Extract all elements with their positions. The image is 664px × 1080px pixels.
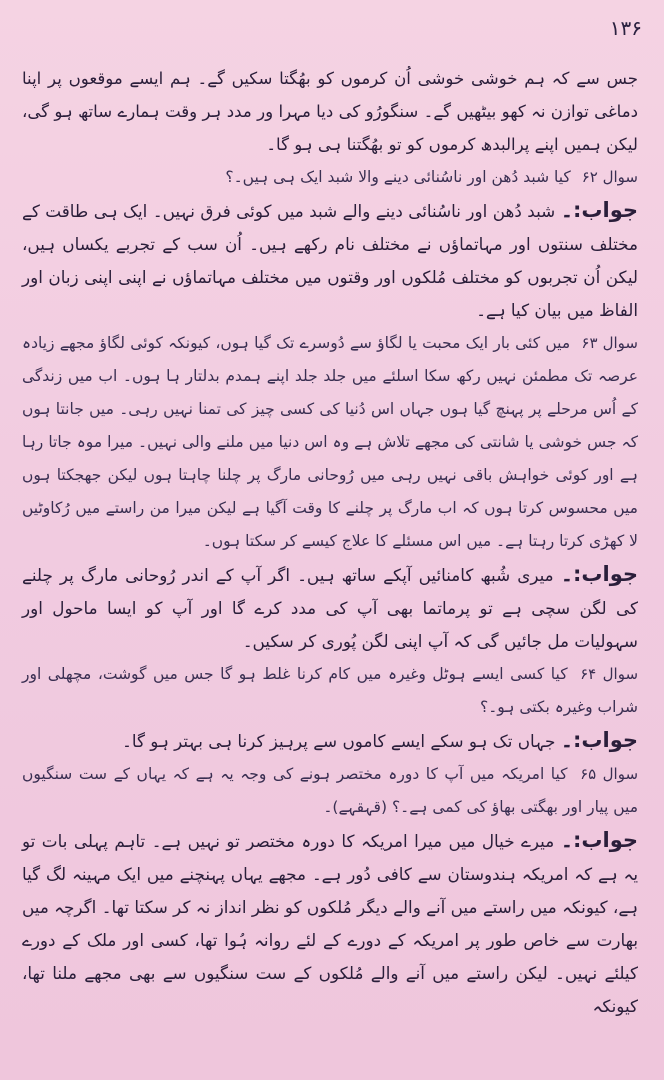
answer-text: جہاں تک ہو سکے ایسے کاموں سے پرہیز کرنا ہی بہتر ہو گا۔ — [122, 731, 556, 751]
question-label: سوال ۶۳ — [581, 334, 638, 352]
answer-label: جواب:۔ — [560, 198, 638, 222]
answer-text: میری شُبھ کامنائیں آپکے ساتھ ہیں۔ اگر آپ کے اندر رُوحانی مارگ پر چلنے کی لگن سچی ہے تو پرماتما بھی آپ کی مدد کرے گا اور آپ کو ایسا ماحول اور سہولیات مل جائیں گی کہ آپ اپنی لگن پُوری کر سکیں۔ — [22, 565, 638, 651]
question-text: کیا امریکہ میں آپ کا دورہ مختصر ہونے کی وجہ یہ ہے کہ یہاں کے ست سنگیوں میں پیار اور بھگتی بھاؤ کی کمی ہے۔؟ (قہقہے)۔ — [22, 765, 638, 816]
answer-label: جواب:۔ — [560, 728, 638, 752]
paragraph-text: جس سے کہ ہم خوشی خوشی اُن کرموں کو بھُگتا سکیں گے۔ ہم ایسے موقعوں پر اپنا دماغی توازن نہ کھو بیٹھیں گے۔ سنگورُو کی دیا مہرا ور مدد ہر وقت ہمارے ساتھ ہو گی، لیکن ہمیں اپنے پرالبدھ کرموں کو تو بھُگتنا ہی ہو گا۔ — [22, 69, 638, 154]
question-64 — [22, 658, 638, 724]
answer-63 — [22, 558, 638, 658]
answer-62 — [22, 194, 638, 327]
question-text: کیا کسی ایسے ہوٹل وغیرہ میں کام کرنا غلط ہو گا جس میں گوشت، مچھلی اور شراب وغیرہ بکتی ہو۔؟ — [22, 665, 638, 716]
answer-label: جواب:۔ — [560, 562, 638, 586]
answer-text: شبد دُھن اور ناسُنائی دینے والے شبد میں کوئی فرق نہیں۔ ایک ہی طاقت کے مختلف سنتوں اور مہاتماؤں نے مختلف نام رکھے ہیں۔ اُن سب کے تجربے یکساں ہیں، لیکن اُن تجربوں کو مختلف مُلکوں اور وقتوں میں مختلف مہاتماؤں نے اپنی اپنی زبان اور الفاظ میں بیان کیا ہے۔ — [22, 201, 638, 320]
answer-65 — [22, 824, 638, 1023]
question-text: کیا شبد دُھن اور ناسُنائی دینے والا شبد ایک ہی ہیں۔؟ — [225, 168, 571, 186]
answer-text: میرے خیال میں میرا امریکہ کا دورہ مختصر تو نہیں ہے۔ تاہم پہلی بات تو یہ ہے کہ امریکہ ہندوستان سے کافی دُور ہے۔ مجھے یہاں پہنچنے میں ایک مہینہ لگ گیا ہے، کیونکہ میں راستے میں آنے والے دیگر مُلکوں کو نظر انداز نہ کر سکتا تھا۔ اگرچہ میں بھارت سے خاص طور پر امریکہ کے دورے کے لئے روانہ ہُوا تھا، کسی اور ملک کے دورے کیلئے نہیں۔ لیکن راستے میں آنے والے مُلکوں کے ست سنگیوں سے بھی مجھے ملنا تھا، کیونکہ — [22, 831, 638, 1016]
paragraph-intro — [22, 62, 638, 161]
answer-label: جواب:۔ — [560, 828, 639, 852]
question-65 — [22, 758, 638, 824]
question-label: سوال ۶۴ — [580, 665, 639, 683]
question-62 — [22, 161, 638, 194]
question-label: سوال ۶۵ — [580, 765, 639, 783]
question-63 — [22, 327, 638, 558]
question-text: میں کئی بار ایک محبت یا لگاؤ سے دُوسرے تک گیا ہوں، کیونکہ کوئی لگاؤ مجھے زیادہ عرصہ تک مطمئن نہیں رکھ سکا اسلئے میں جلد جلد اپنے ہمدم بدلتار ہا ہوں۔ اب میں زندگی کے اُس مرحلے پر پہنچ گیا ہوں جہاں اس دُنیا کی کسی چیز کی تمنا نہیں رہی۔ میں جانتا ہوں کہ جس خوشی یا شانتی کی مجھے تلاش ہے وہ اس دنیا میں ملنے والی نہیں۔ میرا موہ جاتا رہا ہے اور کوئی خواہش باقی نہیں رہی میں رُوحانی مارگ پر چلنا چاہتا ہوں لیکن جھجکتا ہوں میں محسوس کرتا ہوں کہ اب مارگ پر چلنے کا وقت آگیا ہے لیکن میرا من راستے میں رُکاوٹیں لا کھڑی کرتا رہتا ہے۔ میں اس مسئلے کا علاج کیسے کر سکتا ہوں۔ — [22, 334, 638, 550]
page-number: ۱۳۶ — [609, 16, 642, 40]
question-label: سوال ۶۲ — [581, 168, 638, 186]
answer-64 — [22, 724, 638, 758]
page-content — [22, 62, 638, 1023]
